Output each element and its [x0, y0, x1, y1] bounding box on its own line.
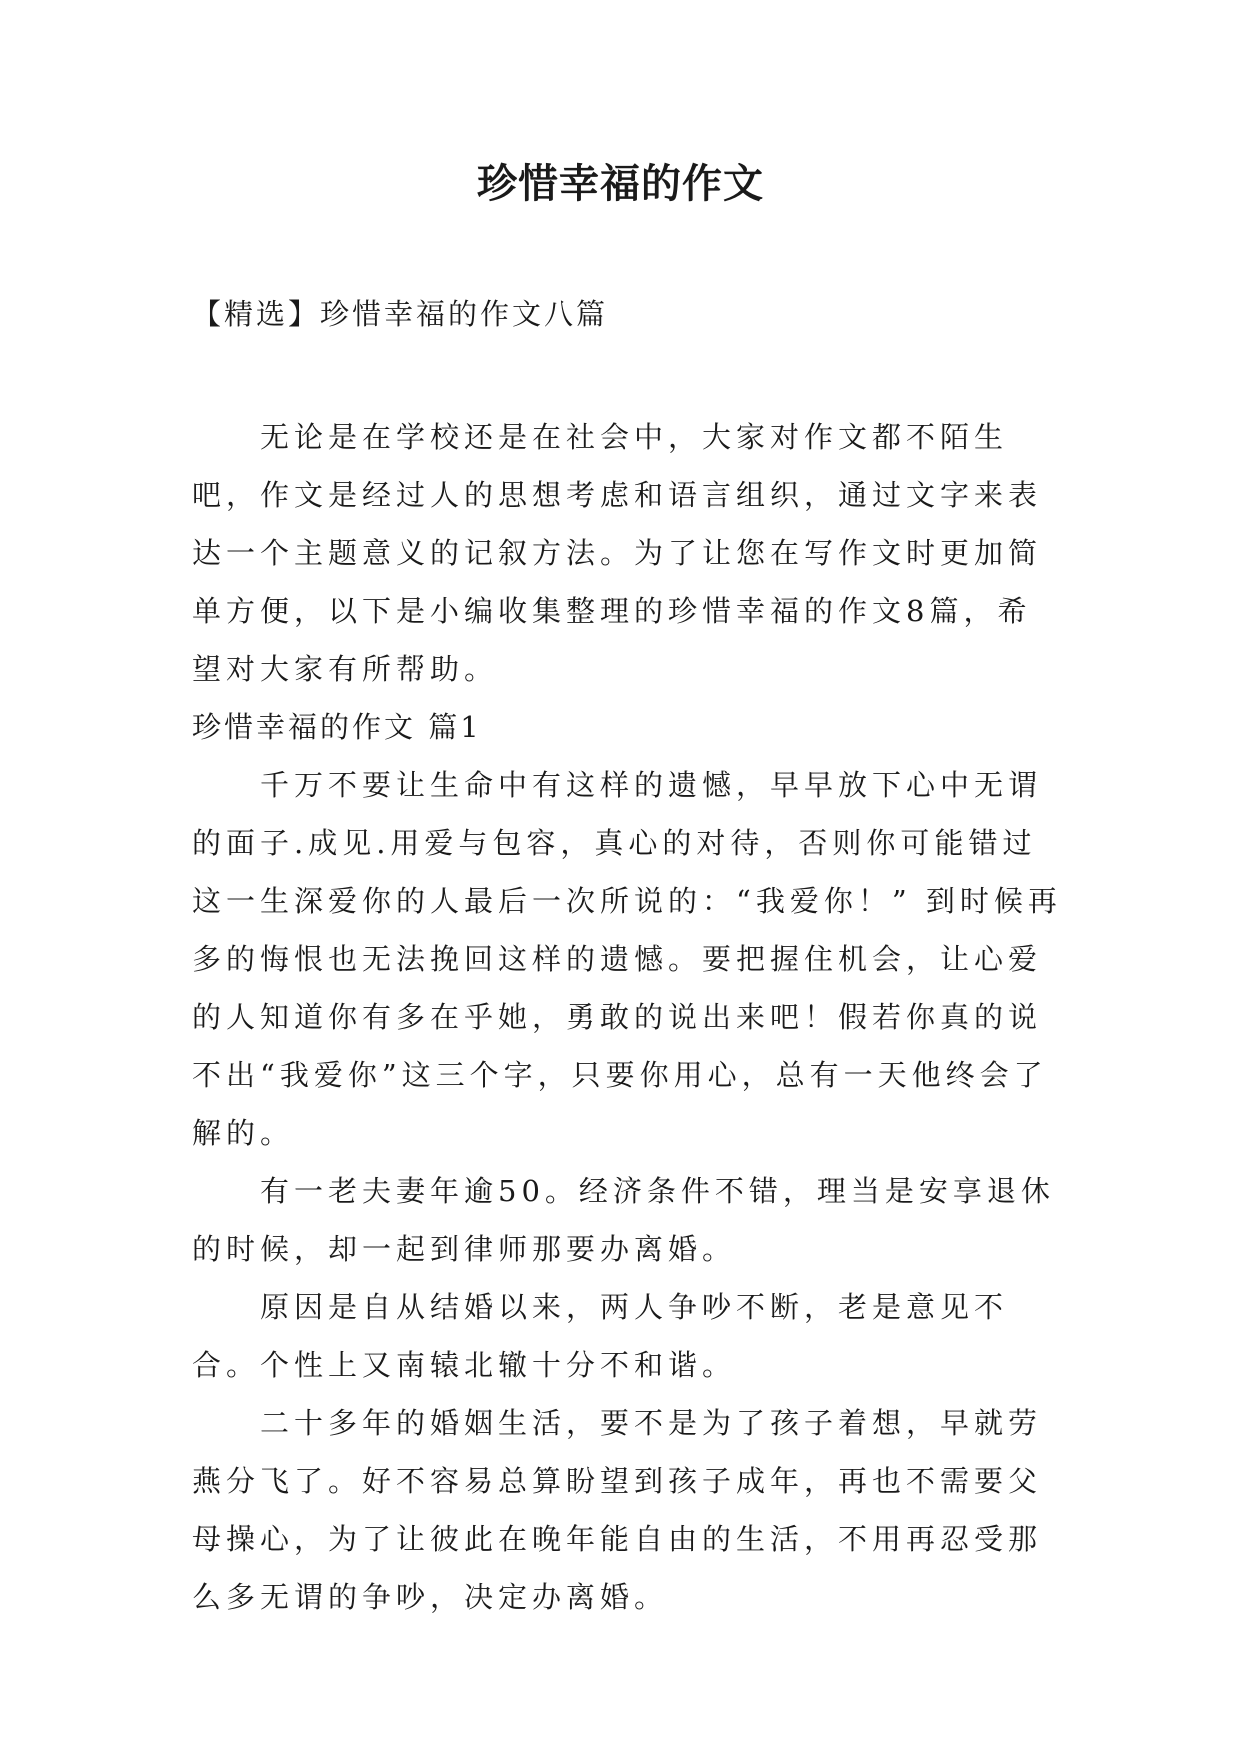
document-subtitle: 【精选】珍惜幸福的作文八篇 [192, 297, 609, 331]
intro-paragraph: 无论是在学校还是在社会中，大家对作文都不陌生吧，作文是经过人的思想考虑和语言组织，通过文字来表达一个主题意义的记叙方法。为了让您在写作文时更加简单方便，以下是小编收集整理的珍惜幸福的作文8篇，希望对大家有所帮助。 [192, 420, 1043, 686]
document-title: 珍惜幸福的作文 [477, 160, 764, 207]
body-paragraph: 有一老夫妻年逾50。经济条件不错，理当是安享退休的时候，却一起到律师那要办离婚。 [192, 1174, 1055, 1266]
body-paragraph: 千万不要让生命中有这样的遗憾，早早放下心中无谓的面子.成见.用爱与包容，真心的对待，否则你可能错过这一生深爱你的人最后一次所说的：“我爱你！” 到时候再多的悔恨也无法挽回这样的遗憾。要把握住机会，让心爱的人知道你有多在乎她，勇敢的说出来吧！假若你真的说不出“我爱你”这三个字，只要你用心，总有一天他终会了解的。 [192, 768, 1062, 1150]
body-paragraph: 二十多年的婚姻生活，要不是为了孩子着想，早就劳燕分飞了。好不容易总算盼望到孩子成年，再也不需要父母操心，为了让彼此在晚年能自由的生活，不用再忍受那么多无谓的争吵，决定办离婚。 [192, 1406, 1043, 1614]
body-paragraph: 原因是自从结婚以来，两人争吵不断，老是意见不合。个性上又南辕北辙十分不和谐。 [192, 1290, 1009, 1382]
section-heading: 珍惜幸福的作文 篇1 [192, 710, 482, 744]
document-body [192, 408, 1062, 1626]
